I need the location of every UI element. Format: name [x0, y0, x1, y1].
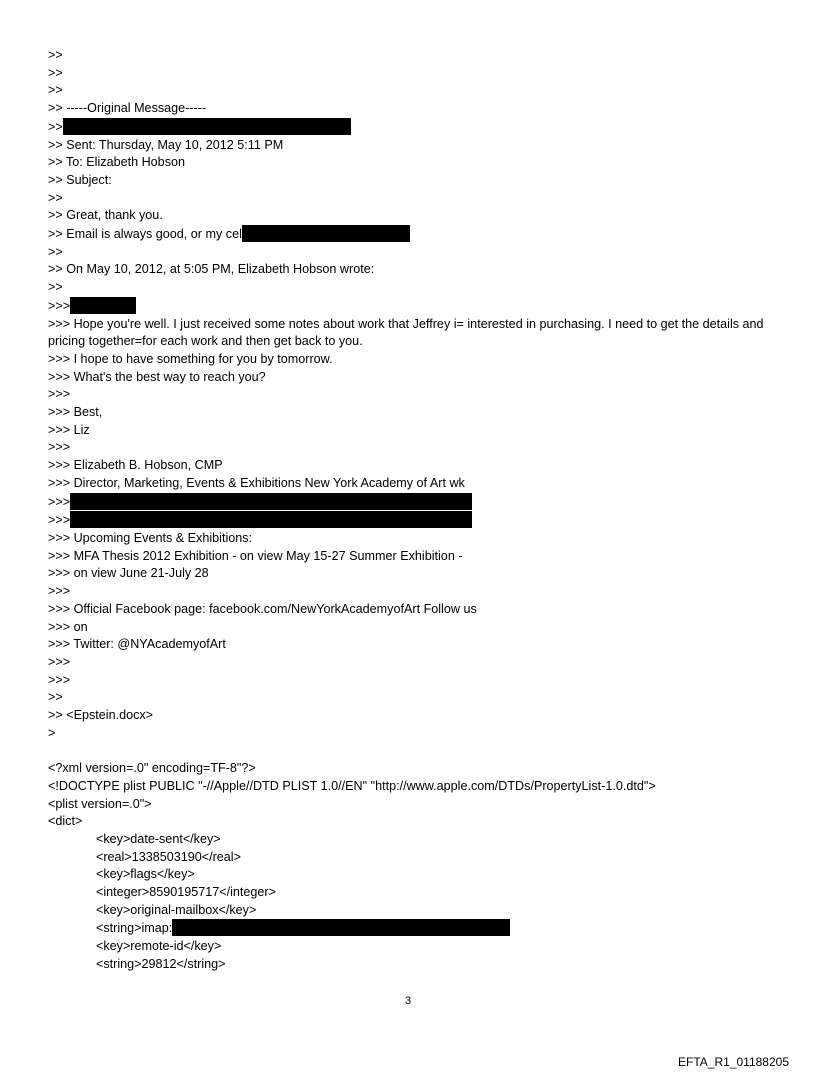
body-line: >> Great, thank you.	[48, 208, 163, 223]
events-heading: >>> Upcoming Events & Exhibitions:	[48, 530, 253, 545]
plist-line: <plist version=.0">	[48, 796, 152, 811]
redaction-block	[63, 118, 351, 135]
quoted-line: >	[48, 725, 56, 740]
signature-title: >>> Director, Marketing, Events & Exhibitions New York Academy of Art wk	[48, 475, 465, 490]
document-id: EFTA_R1_01188205	[678, 1055, 789, 1069]
attachment-line: >> <Epstein.docx>	[48, 708, 154, 723]
plist-text: <string>imap:	[96, 921, 173, 936]
body-text: >> Email is always good, or my cel	[48, 227, 242, 242]
plist-line: <string>29812</string>	[96, 956, 226, 971]
email-body	[48, 47, 768, 974]
quote-marker: >>>	[48, 513, 71, 528]
signoff-line: >>> Best,	[48, 405, 103, 420]
plist-line: <real>1338503190</real>	[96, 849, 241, 864]
quoted-line: >>>	[48, 387, 71, 402]
plist-line: <key>flags</key>	[96, 867, 195, 882]
plist-line	[48, 919, 768, 938]
greeting-line	[48, 297, 768, 316]
plist-line: <key>original-mailbox</key>	[96, 902, 257, 917]
plist-line: <integer>8590195717</integer>	[96, 885, 276, 900]
signature-line	[48, 493, 768, 512]
reply-header: >> On May 10, 2012, at 5:05 PM, Elizabeth Hobson wrote:	[48, 262, 375, 277]
quoted-line: >>	[48, 83, 63, 98]
quoted-line: >>	[48, 690, 63, 705]
quote-marker: >>>	[48, 494, 71, 509]
from-line	[48, 118, 768, 137]
quoted-line: >>>	[48, 672, 71, 687]
body-line: >>> I hope to have something for you by tomorrow.	[48, 351, 333, 366]
quoted-line: >>	[48, 48, 63, 62]
plist-line: <dict>	[48, 814, 83, 829]
body-paragraph: >>> Hope you're well. I just received some notes about work that Jeffrey i= interested in purchasing. I need to get the details and pricing together=for each work and then get back to you.	[48, 316, 764, 349]
quoted-line: >>	[48, 65, 63, 80]
redaction-block	[242, 225, 410, 242]
quote-marker: >>>	[48, 298, 71, 313]
to-line: >> To: Elizabeth Hobson	[48, 155, 185, 170]
body-line: >>> What's the best way to reach you?	[48, 369, 266, 384]
redaction-block	[70, 493, 472, 510]
quote-marker: >>	[48, 119, 63, 134]
quoted-line: >>>	[48, 654, 71, 669]
quoted-line: >>	[48, 244, 63, 259]
quoted-line: >>	[48, 190, 63, 205]
spacer	[48, 742, 768, 760]
social-line: >>> Official Facebook page: facebook.com/NewYorkAcademyofArt Follow us	[48, 601, 477, 616]
sent-line: >> Sent: Thursday, May 10, 2012 5:11 PM	[48, 137, 284, 152]
quoted-line: >>>	[48, 584, 71, 599]
redaction-block	[70, 511, 472, 528]
plist-line: <key>date-sent</key>	[96, 831, 221, 846]
events-line: >>> on view June 21-July 28	[48, 566, 209, 581]
redaction-block	[70, 297, 136, 314]
redaction-block	[172, 919, 510, 936]
quoted-line: >>	[48, 280, 63, 295]
subject-line: >> Subject:	[48, 172, 112, 187]
plist-line: <!DOCTYPE plist PUBLIC "-//Apple//DTD PLIST 1.0//EN" "http://www.apple.com/DTDs/PropertyList-1.0.dtd">	[48, 778, 656, 793]
signoff-name: >>> Liz	[48, 422, 90, 437]
page-number: 3	[404, 995, 412, 1007]
social-line: >>> Twitter: @NYAcademyofArt	[48, 637, 226, 652]
body-line	[48, 225, 768, 244]
signature-name: >>> Elizabeth B. Hobson, CMP	[48, 458, 223, 473]
signature-line	[48, 511, 768, 530]
plist-line: <?xml version=.0" encoding=TF-8"?>	[48, 761, 256, 776]
quoted-line: >>>	[48, 440, 71, 455]
events-line: >>> MFA Thesis 2012 Exhibition - on view May 15-27 Summer Exhibition -	[48, 548, 463, 563]
original-message-header: >> -----Original Message-----	[48, 101, 207, 116]
social-line: >>> on	[48, 619, 88, 634]
plist-line: <key>remote-id</key>	[96, 939, 222, 954]
